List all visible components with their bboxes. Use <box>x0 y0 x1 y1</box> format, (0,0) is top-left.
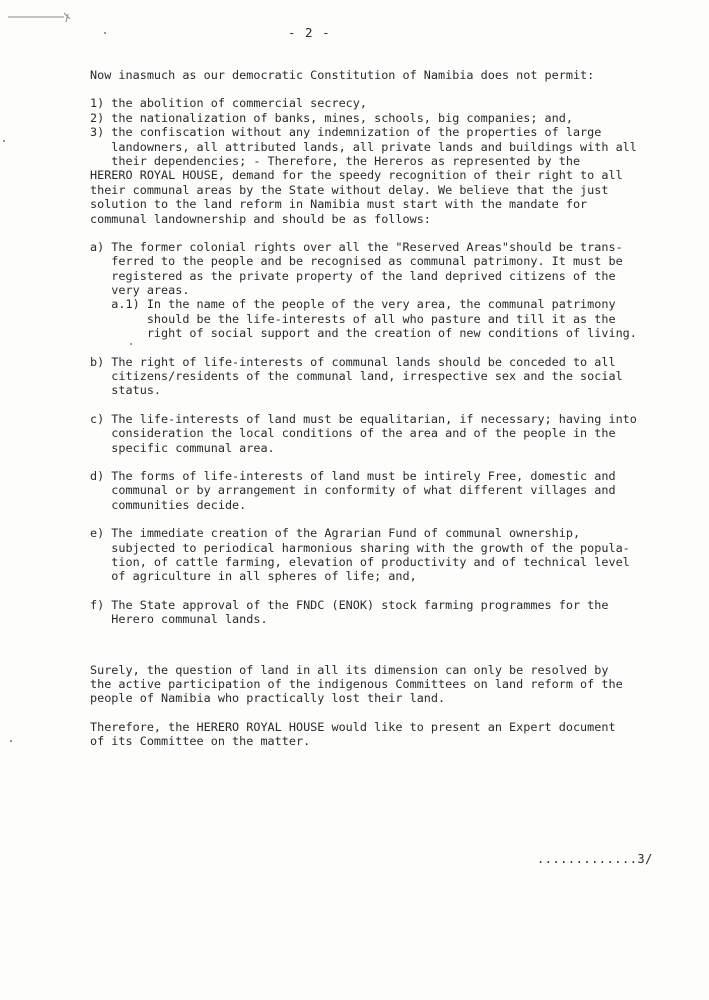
paragraph-line: their communal areas by the State without delay. We believe that the just <box>90 182 609 197</box>
item-line: c) The life-interests of land must be equalitarian, if necessary; having into <box>90 411 637 426</box>
paragraph-line: of its Committee on the matter. <box>90 734 311 749</box>
scan-speck <box>3 140 5 142</box>
item-line: tion, of cattle farming, elevation of productivity and of technical level <box>90 554 630 569</box>
item-line: right of social support and the creation of new conditions of living. <box>90 326 637 341</box>
item-line: a.1) In the name of the people of the very area, the communal patrimony <box>90 297 616 312</box>
item-line: a) The former colonial rights over all the "Reserved Areas"should be trans- <box>90 239 623 254</box>
paragraph-line: solution to the land reform in Namibia must start with the mandate for <box>90 197 588 212</box>
item-line: ferred to the people and be recognised as communal patrimony. It must be <box>90 254 623 269</box>
item-e <box>90 526 702 584</box>
item-f <box>90 598 702 627</box>
item-line: e) The immediate creation of the Agrarian Fund of communal ownership, <box>90 526 581 541</box>
numbered-list <box>90 96 702 168</box>
item-line: consideration the local conditions of the area and of the people in the <box>90 426 616 441</box>
demand-paragraph <box>90 168 702 226</box>
document-body <box>90 68 702 748</box>
item-line: specific communal area. <box>90 440 275 455</box>
item-line: registered as the private property of the land deprived citizens of the <box>90 268 616 283</box>
item-line: subjected to periodical harmonious sharing with the growth of the popula- <box>90 540 630 555</box>
list-line: landowners, all attributed lands, all private lands and buildings with all <box>90 139 637 154</box>
paragraph-line: communal landownership and should be as follows: <box>90 211 431 226</box>
scan-speck <box>130 343 132 345</box>
page-number: - 2 - <box>288 25 331 40</box>
paragraph-line: Surely, the question of land in all its dimension can only be resolved by <box>90 662 609 677</box>
list-line: 2) the nationalization of banks, mines, schools, big companies; and, <box>90 110 573 125</box>
scan-speck <box>104 32 106 34</box>
item-line: very areas. <box>90 283 190 298</box>
item-line: f) The State approval of the FNDC (ENOK) stock farming programmes for the <box>90 597 609 612</box>
paragraph-line: Therefore, the HERERO ROYAL HOUSE would like to present an Expert document <box>90 719 616 734</box>
item-line: should be the life-interests of all who pasture and till it as the <box>90 311 616 326</box>
item-line: Herero communal lands. <box>90 612 268 627</box>
item-line: communal or by arrangement in conformity of what different villages and <box>90 483 616 498</box>
item-a1 <box>90 297 702 340</box>
item-line: communities decide. <box>90 497 247 512</box>
continuation-marker: .............3/ <box>537 852 653 866</box>
list-line: 1) the abolition of commercial secrecy, <box>90 96 367 111</box>
paragraph-line: the active participation of the indigenous Committees on land reform of the <box>90 676 623 691</box>
list-line: their dependencies; - Therefore, the Hereros as represented by the <box>90 153 581 168</box>
item-line: b) The right of life-interests of communal lands should be conceded to all <box>90 354 616 369</box>
item-line: status. <box>90 383 162 398</box>
therefore-paragraph <box>90 720 702 749</box>
paragraph-line: people of Namibia who practically lost their land. <box>90 691 446 706</box>
intro-line: Now inasmuch as our democratic Constitution of Namibia does not permit: <box>90 68 595 82</box>
scan-speck <box>10 740 12 742</box>
item-a <box>90 240 702 298</box>
staple-mark-icon <box>6 10 76 24</box>
item-c <box>90 412 702 455</box>
surely-paragraph <box>90 663 702 706</box>
item-line: citizens/residents of the communal land, irrespective sex and the social <box>90 369 623 384</box>
item-line: of agriculture in all spheres of life; and, <box>90 569 417 584</box>
item-d <box>90 469 702 512</box>
list-line: 3) the confiscation without any indemnization of the properties of large <box>90 125 602 140</box>
item-line: d) The forms of life-interests of land must be intirely Free, domestic and <box>90 468 616 483</box>
paragraph-line: HERERO ROYAL HOUSE, demand for the speedy recognition of their right to all <box>90 168 623 183</box>
item-b <box>90 355 702 398</box>
